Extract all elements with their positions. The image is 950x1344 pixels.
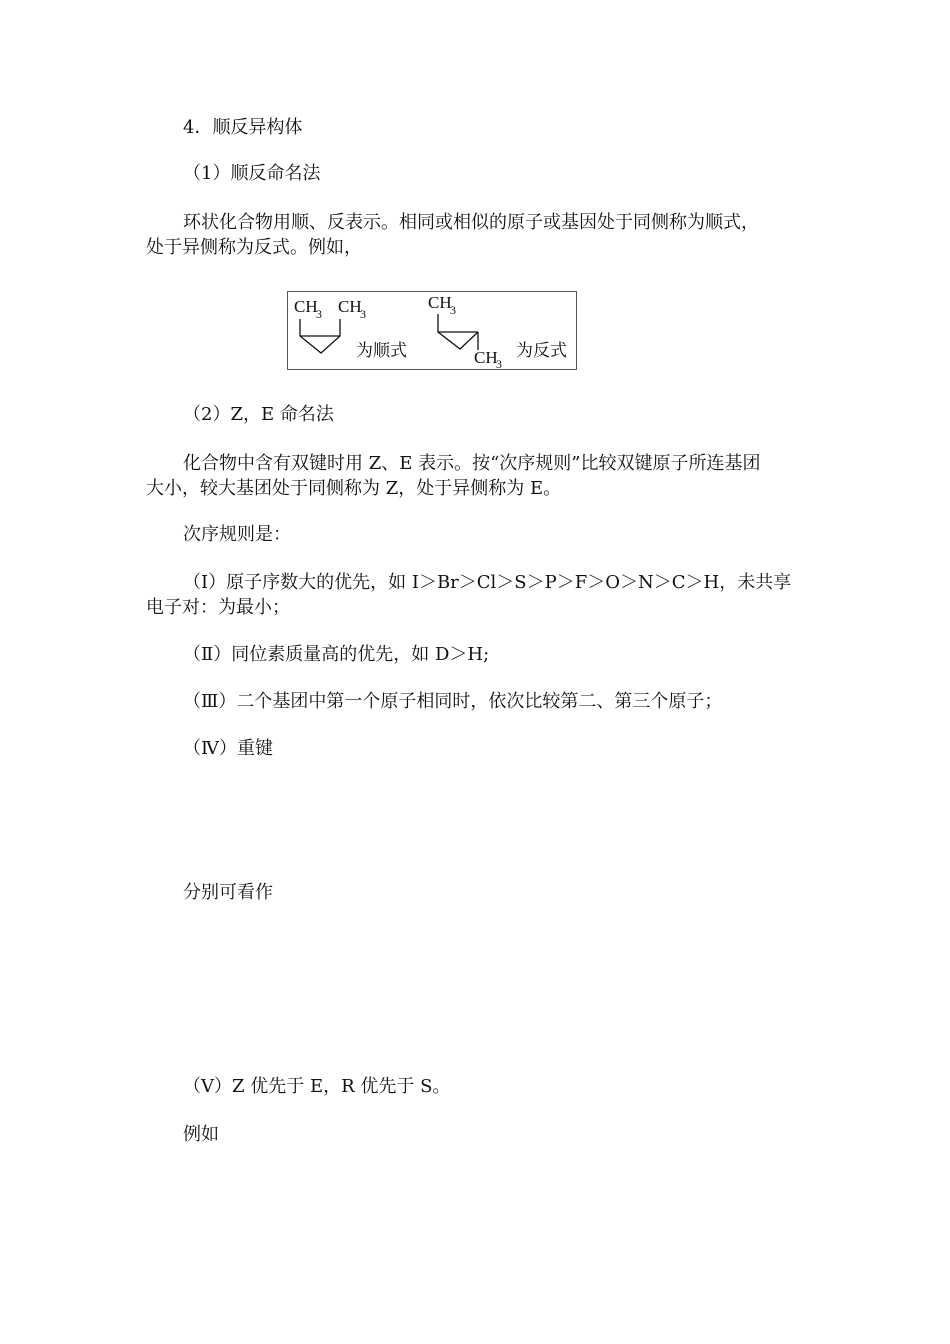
cis-trans-figure: [287, 291, 577, 370]
subscript-3: 3: [496, 357, 502, 369]
rule-2: （Ⅱ）同位素质量高的优先，如 D＞H;: [183, 644, 490, 665]
paragraph-line: 大小，较大基团处于同侧称为 Z，处于异侧称为 E。: [146, 478, 562, 499]
subsection-heading-cis-trans: （1）顺反命名法: [183, 163, 321, 184]
subscript-3: 3: [360, 307, 366, 321]
trans-caption: 为反式: [516, 341, 567, 361]
rule-4-note: 分别可看作: [183, 882, 273, 903]
paragraph-line: 化合物中含有双键时用 Z、E 表示。按“次序规则”比较双键原子所连基团: [183, 453, 761, 474]
ch3-label: CH: [294, 297, 318, 316]
section-heading: 4．顺反异构体: [183, 117, 303, 138]
subscript-3: 3: [450, 303, 456, 317]
ch3-label: CH: [338, 297, 362, 316]
rule-1-continued: 电子对：为最小；: [146, 597, 290, 618]
ch3-label: CH: [428, 293, 452, 312]
cis-caption: 为顺式: [356, 341, 407, 361]
paragraph-line: 处于异侧称为反式。例如，: [146, 237, 362, 258]
rule-4: （Ⅳ）重键: [183, 738, 273, 759]
cycloalkane-structures: [288, 292, 576, 369]
ch3-label: CH: [474, 348, 498, 367]
subscript-3: 3: [316, 307, 322, 321]
rule-5: （Ⅴ）Z 优先于 E，R 优先于 S。: [183, 1076, 451, 1097]
rule-3: （Ⅲ）二个基团中第一个原子相同时，依次比较第二、第三个原子；: [183, 691, 723, 712]
rules-intro: 次序规则是：: [183, 524, 291, 545]
subsection-heading-ze: （2）Z，E 命名法: [183, 404, 334, 425]
paragraph-line: 环状化合物用顺、反表示。相同或相似的原子或基因处于同侧称为顺式，: [183, 212, 759, 233]
rule-1: （Ⅰ）原子序数大的优先，如 I＞Br＞Cl＞S＞P＞F＞O＞N＞C＞H，未共享: [183, 572, 792, 593]
example-label: 例如: [183, 1124, 219, 1145]
